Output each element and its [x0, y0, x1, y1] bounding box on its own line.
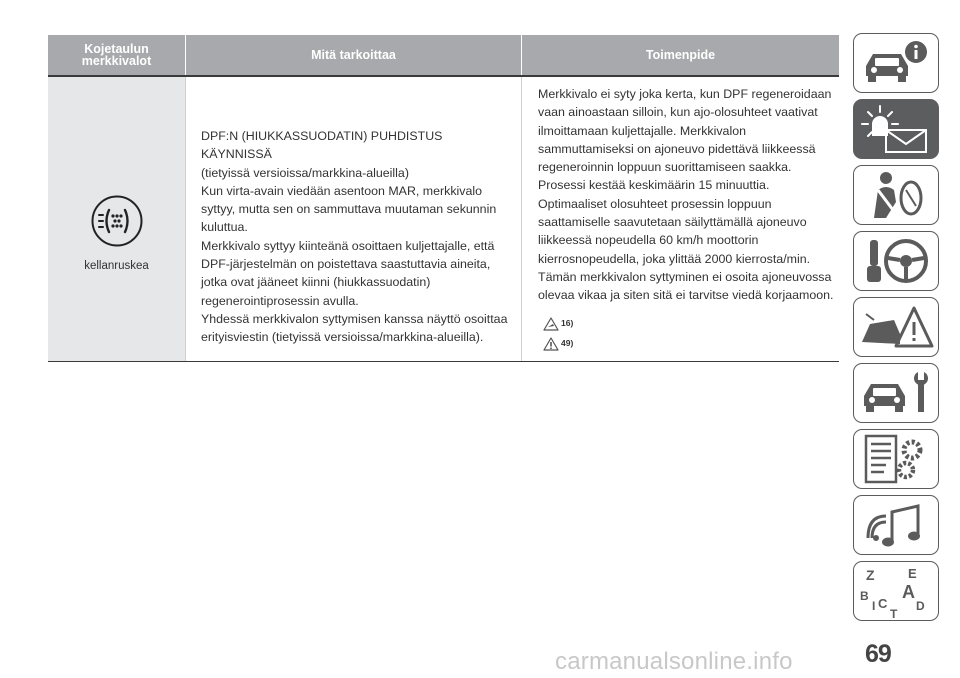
car-info-icon: [856, 36, 936, 90]
warning-reference-number: 16): [561, 318, 574, 329]
watermark: carmanualsonline.info: [555, 648, 793, 675]
table-row: [48, 77, 839, 362]
index-letter: I: [872, 599, 876, 613]
meaning-paragraph: Kun virta-avain viedään asentoon MAR, merkkivalo syttyy, mutta sen on sammuttava muutaman sekunnin kuluttua.: [201, 183, 497, 235]
action-paragraph: Merkkivalo ei syty joka kerta, kun DPF regeneroidaan vaan ainoastaan silloin, kun ajo-olosuhteet vaativat ilmoittamaan kuljettajalle. Merkkivalon sammuttamiseksi on ajoneuvo pidettävä liikkeessä regeneroinnin loppuun suorittamiseen saakka.: [538, 87, 832, 175]
chapter-nav: [853, 33, 939, 627]
dpf-warning-light-icon: [90, 194, 144, 248]
tab-safety[interactable]: [853, 165, 939, 225]
seatbelt-airbag-icon: [856, 168, 936, 222]
warning-lights-icon: [856, 102, 936, 156]
emergency-triangle-icon: [856, 300, 936, 354]
meaning-versions-note: (tietyissä versioissa/markkina-alueilla): [201, 165, 409, 180]
index-letter: Z: [866, 567, 875, 583]
warning-reference[interactable]: [543, 334, 835, 354]
tab-technical-data[interactable]: [853, 429, 939, 489]
lamp-color-label: kellanruskea: [84, 260, 149, 272]
page-number: 69: [865, 640, 891, 668]
header-dashboard-lights: [48, 35, 185, 75]
index-letter: T: [890, 607, 898, 618]
index-letter: B: [860, 589, 869, 603]
tab-index[interactable]: [853, 561, 939, 621]
header-meaning: Mitä tarkoittaa: [185, 35, 521, 75]
action-cell: [521, 77, 839, 361]
meaning-title: DPF:N (HIUKKASSUODATIN) PUHDISTUS KÄYNNISSÄ: [201, 129, 443, 162]
meaning-paragraph: Merkkivalo syttyy kiinteänä osoittaen kuljettajalle, että DPF-järjestelmän on poistettava saastuttavia aineita, jotka ovat jääneet kiinni (hiukkassuodatin) regenerointiprosessin avulla.: [201, 238, 495, 308]
key-steering-wheel-icon: [856, 234, 936, 288]
index-letter: A: [902, 582, 915, 602]
meaning-cell: [185, 77, 521, 361]
index-letter: E: [908, 566, 917, 581]
tab-emergency[interactable]: [853, 297, 939, 357]
action-paragraph: Prosessi kestää keskimäärin 15 minuuttia.: [538, 178, 770, 193]
tab-multimedia[interactable]: [853, 495, 939, 555]
warning-lights-table: [48, 35, 839, 362]
header-dashboard-lights-label: Kojetaulun merkkivalot: [81, 42, 152, 68]
warning-reference-number: 49): [561, 338, 574, 349]
table-header: [48, 35, 839, 75]
meaning-paragraph: Yhdessä merkkivalon syttymisen kanssa näyttö osoittaa erityisviestin (tietyissä versioissa/markkina-alueilla).: [201, 311, 508, 345]
alphabet-index-icon: [856, 564, 936, 618]
tab-warning-lights[interactable]: [853, 99, 939, 159]
lamp-cell: [48, 77, 185, 361]
warning-triangle-icon: [543, 337, 559, 351]
multimedia-icon: [856, 498, 936, 552]
document-gears-icon: [856, 432, 936, 486]
tab-car-info[interactable]: [853, 33, 939, 93]
action-paragraph: Tämän merkkivalon syttyminen ei osoita ajoneuvossa olevaa vikaa ja siten sitä ei tarvitse viedä korjaamoon.: [538, 269, 834, 303]
tab-maintenance[interactable]: [853, 363, 939, 423]
warning-triangle-icon: [543, 317, 559, 331]
car-wrench-icon: [856, 366, 936, 420]
warning-reference[interactable]: [543, 314, 835, 334]
action-paragraph: Optimaaliset olosuhteet prosessin loppuun saattamiselle saavutetaan säilyttämällä ajoneuvo liikkeessä nopeudella 60 km/h moottorin kierrosnopeudella, joka ylittää 2000 kierrosta/min.: [538, 196, 811, 266]
header-action: Toimenpide: [521, 35, 839, 75]
index-letter: D: [916, 599, 925, 613]
tab-driving[interactable]: [853, 231, 939, 291]
index-letter: C: [878, 596, 888, 611]
